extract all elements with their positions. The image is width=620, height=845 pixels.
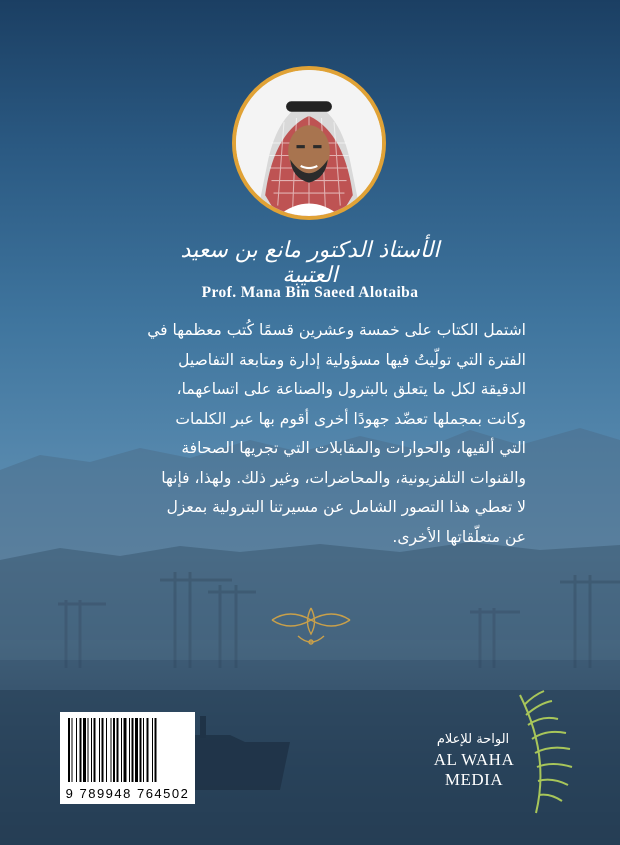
description-line: وكانت بمجملها تعضّد جهودًا أخرى أقوم بها عبر الكلمات [175, 409, 526, 428]
publisher-name-line1: AL WAHA [433, 750, 515, 769]
description-line: التي ألقيها، والحوارات والمقابلات التي تجريها الصحافة [181, 439, 526, 457]
description-line: عن متعلّقاتها الأخرى. [392, 527, 526, 546]
description-line: والقنوات التلفزيونية، والمحاضرات، وغير ذلك. ولهذا، فإنها [161, 468, 526, 487]
description-line: الدقيقة لكل ما يتعلق بالبترول والصناعة على اتساعهما، [176, 380, 526, 398]
publisher-arabic-name: الواحة للإعلام [436, 732, 510, 747]
isbn-number: 9 789948 764502 [65, 786, 190, 801]
author-name-arabic: الأستاذ الدكتور مانع بن سعيد العتيبة [180, 238, 440, 288]
book-description [96, 316, 526, 552]
barcode-bars [68, 718, 187, 782]
isbn-barcode [60, 712, 195, 804]
portrait-image [236, 70, 382, 216]
author-name-latin: Prof. Mana Bin Saeed Alotaiba [201, 284, 419, 301]
ornament-icon [268, 604, 354, 650]
description-line: الفترة التي تولّيتُ فيها مسؤولية إدارة ومتابعة التفاصيل [178, 350, 526, 369]
description-line: اشتمل الكتاب على خمسة وعشرين قسمًا كُتب معظمها في [147, 321, 526, 339]
author-portrait [232, 66, 386, 220]
description-line: لا تعطي هذا التصور الشامل عن مسيرتنا البترولية بمعزل [166, 498, 526, 516]
publisher-name-line2: MEDIA [444, 770, 504, 789]
